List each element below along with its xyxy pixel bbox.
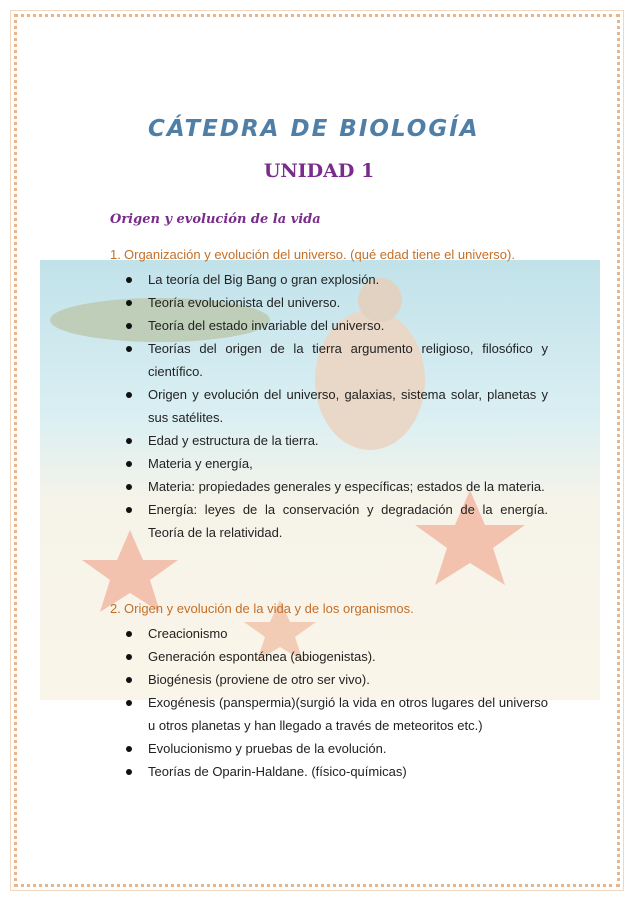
topic-2-bullets [110, 622, 548, 783]
bullet-icon [126, 277, 132, 283]
list-item: Generación espontánea (abiogenistas). [110, 645, 548, 668]
list-item: Biogénesis (proviene de otro ser vivo). [110, 668, 548, 691]
bullet-icon [126, 484, 132, 490]
bullet-icon [126, 323, 132, 329]
list-item: Teoría evolucionista del universo. [110, 291, 548, 314]
topic-1 [110, 243, 548, 544]
bullet-icon [126, 769, 132, 775]
list-item: Edad y estructura de la tierra. [110, 429, 548, 452]
bullet-icon [126, 392, 132, 398]
bullet-icon [126, 507, 132, 513]
list-item: Teoría del estado invariable del universo. [110, 314, 548, 337]
bullet-icon [126, 654, 132, 660]
topic-1-bullets [110, 268, 548, 544]
bullet-icon [126, 461, 132, 467]
topic-number: 2. [110, 601, 121, 616]
bullet-icon [126, 438, 132, 444]
bullet-icon [126, 346, 132, 352]
topic-heading: Origen y evolución de la vida y de los organismos. [124, 601, 414, 616]
list-item: Evolucionismo y pruebas de la evolución. [110, 737, 548, 760]
list-item: Materia y energía, [110, 452, 548, 475]
bullet-icon [126, 746, 132, 752]
topic-number: 1. [110, 247, 121, 262]
list-item: Materia: propiedades generales y específicas; estados de la materia. [110, 475, 548, 498]
list-item: La teoría del Big Bang o gran explosión. [110, 268, 548, 291]
list-item: Teorías del origen de la tierra argumento religioso, filosófico y científico. [110, 337, 548, 383]
bullet-icon [126, 631, 132, 637]
list-item: Exogénesis (panspermia)(surgió la vida en otros lugares del universo u otros planetas y han llegado a través de meteoritos etc.) [110, 691, 548, 737]
unit-title: UNIDAD 1 [263, 160, 375, 182]
bullet-icon [126, 300, 132, 306]
bullet-icon [126, 700, 132, 706]
topic-heading: Organización y evolución del universo. (qué edad tiene el universo). [124, 247, 515, 262]
list-item: Teorías de Oparin-Haldane. (físico-químicas) [110, 760, 548, 783]
bullet-icon [126, 677, 132, 683]
list-item: Origen y evolución del universo, galaxias, sistema solar, planetas y sus satélites. [110, 383, 548, 429]
topic-2 [110, 597, 548, 783]
page-title: CÁTEDRA DE BIOLOGÍA [148, 116, 480, 142]
list-item: Creacionismo [110, 622, 548, 645]
section-title: Origen y evolución de la vida [110, 212, 321, 227]
list-item: Energía: leyes de la conservación y degradación de la energía. Teoría de la relatividad. [110, 498, 548, 544]
